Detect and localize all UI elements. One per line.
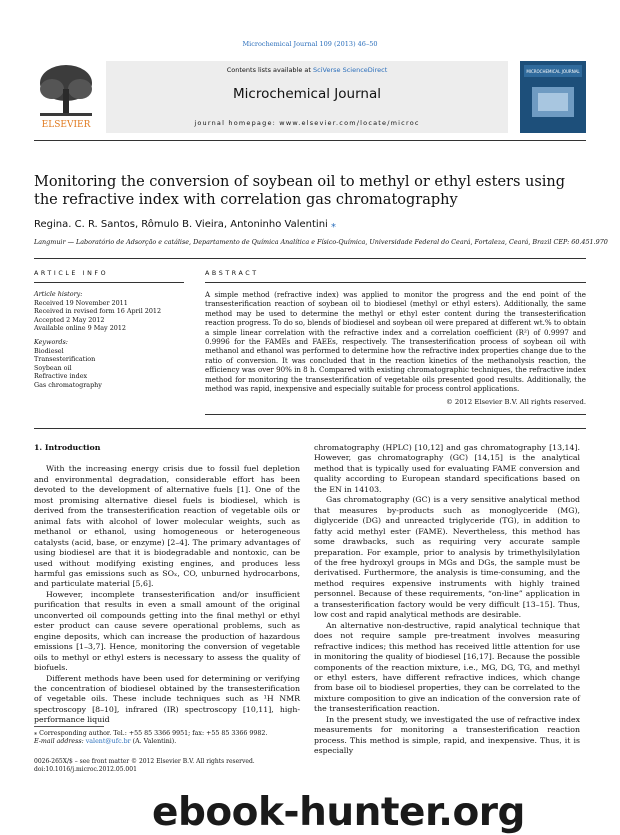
copyright-line: © 2012 Elsevier B.V. All rights reserved. xyxy=(445,398,586,406)
header-rule xyxy=(34,140,586,141)
history-item: Available online 9 May 2012 xyxy=(34,324,126,333)
corresponding-author-mark[interactable]: ⁎ xyxy=(331,219,336,230)
author-names: Regina. C. R. Santos, Rômulo B. Vieira, Antoninho Valentini xyxy=(34,219,328,230)
journal-homepage[interactable]: journal homepage: www.elsevier.com/locate/microc xyxy=(194,119,420,127)
body-paragraph: Gas chromatography (GC) is a very sensitive analytical method that measures by-products such as monoglyceride (MG), diglyceride (DG) and unreacted triglyceride (TG), in addition to fatty acid methyl ester (FAME). Nevertheless, this method has some drawbacks, such as requiring very accurate sample preparation. For example, prior to analysis by trimethylsilylation of the free hydroxyl groups in MGs and DGs, the sample must be derivatised. Furthermore, the analysis is time-consuming, and the method requires expensive instruments with highly trained personnel. Because of these requirements, “on-line” application in a transesterification factory would be very difficult [13–15]. Thus, low cost and rapid analytical methods are desirable. xyxy=(314,495,580,620)
journal-title: Microchemical Journal xyxy=(233,86,381,102)
contents-prefix: Contents lists available at xyxy=(226,66,314,74)
footnote-contact: ⁎ Corresponding author. Tel.: +55 85 3366 9951; fax: +55 85 3366 9982. xyxy=(34,730,268,737)
elsevier-tree-icon xyxy=(34,61,98,133)
email-label: E-mail address: xyxy=(34,738,84,745)
body-paragraph: With the increasing energy crisis due to fossil fuel depletion and environmental degradation, considerable effort has been devoted to the development of alternative fuels [1]. One of the most promising alternative diesel fuels is biodiesel, which is derived from the transesterification reaction of vegetable oils or animal fats with alcohol of lower molecular weights, such as methanol or ethanol, using homogeneous or heterogeneous catalysts (acid, base, or enzyme) [2–4]. The primary advantages of using biodiesel are that it is biodegradable and nontoxic, can be used without modifying existing engines, and produces less harmful gas emissions such as SOₓ, CO, unburned hydrocarbons, and particulate material [5,6]. xyxy=(34,464,300,589)
left-column xyxy=(34,443,300,726)
abstract-end-rule xyxy=(205,414,586,415)
article-info xyxy=(34,290,184,390)
watermark: ebook-hunter.org xyxy=(152,790,525,835)
keyword-item: Gas chromatography xyxy=(34,380,102,389)
abstract-rule xyxy=(205,282,586,283)
footnote xyxy=(34,730,300,746)
footnote-rule xyxy=(34,726,104,727)
footnote-email xyxy=(34,738,300,746)
body-rule xyxy=(34,428,586,429)
keyword-item: Soybean oil xyxy=(34,363,72,372)
body-paragraph: In the present study, we investigated the use of refractive index measurements for monitoring a transesterification reaction process. This method is simple, rapid, and inexpensive. Thus, it is especially xyxy=(314,714,580,756)
front-matter xyxy=(34,758,255,774)
journal-cover-icon xyxy=(520,61,586,133)
abstract-heading: ABSTRACT xyxy=(205,270,259,277)
affiliation-rule xyxy=(34,258,586,259)
keyword-item: Biodiesel xyxy=(34,346,64,355)
journal-reference[interactable]: Microchemical Journal 109 (2013) 46–50 xyxy=(242,40,378,48)
issn-line: 0026-265X/$ – see front matter © 2012 Elsevier B.V. All rights reserved. xyxy=(34,758,255,765)
article-info-heading: ARTICLE INFO xyxy=(34,270,109,277)
body-paragraph: An alternative non-destructive, rapid analytical technique that does not require sample pre-treatment involves measuring refractive indices; this method has received little attention for use in monitoring the quality of biodiesel [16,17]. Because the possible components of the reaction mixture, i.e., MG, DG, TG, and methyl or ethyl esters, have different refractive indices, which change from base oil to biodiesel properties, they can be correlated to the mixture composition to give an indication of the conversion rate of the transesterification reaction. xyxy=(314,620,580,714)
affiliation: Langmuir — Laboratório de Adsorção e catálise, Departamento de Química Analítica e Físico-Química, Universidade Federal do Ceará, Fortaleza, Ceará, Brazil CEP: 60.451.970 xyxy=(34,238,608,246)
journal-header xyxy=(34,61,586,133)
history-item: Received in revised form 16 April 2012 xyxy=(34,307,162,316)
section-heading-introduction: 1. Introduction xyxy=(34,443,101,452)
svg-text:MICROCHEMICAL JOURNAL: MICROCHEMICAL JOURNAL xyxy=(526,69,580,74)
history-item: Received 19 November 2011 xyxy=(34,298,128,307)
doi-line[interactable]: doi:10.1016/j.microc.2012.05.001 xyxy=(34,766,137,773)
email-suffix: (A. Valentini). xyxy=(132,738,177,745)
keywords-label: Keywords: xyxy=(34,337,68,346)
article-authors xyxy=(34,219,336,230)
journal-banner xyxy=(106,61,508,133)
contents-line xyxy=(106,66,508,74)
elsevier-logo xyxy=(34,61,98,133)
body-paragraph: chromatography (HPLC) [10,12] and gas chromatography [13,14]. However, gas chromatography (GC) [14,15] is the analytical method that is typically used for evaluating FAME conversion and quality according to European standard specifications based on the EN in 14103. xyxy=(314,443,580,494)
abstract-text: A simple method (refractive index) was applied to monitor the progress and the end point of the transesterification reaction of soybean oil to biodiesel (methyl or ethyl esters). Additionally, the same method may be used to determine the methyl or ethyl ester content during the transesterification reaction progress. To do so, blends of biodiesel and soybean oil were prepared at different wt.% to obtain a simple linear correlation with the refractive index and a correlation coefficient (R²) of 0.9997 and 0.9996 for the FAMEs and FAEEs, respectively. The transesterification process of soybean oil with methanol and ethanol was performed to determine how the refractive index properties change due to the ratio of conversion. It was concluded that in the reaction kinetics of the methanolysis reaction, the efficiency was over 90% in 8 h. Compared with existing chromatographic techniques, the refractive index method for monitoring the transesterification of vegetable oils presented good results. Additionally, the method was rapid, inexpensive and especially suitable for process control applications. xyxy=(205,290,586,394)
email-link[interactable]: valent@ufc.br xyxy=(85,738,131,745)
body-paragraph: However, incomplete transesterification and/or insufficient purification that results in even a small amount of the original unconverted oil compounds getting into the final methyl or ethyl ester product can cause severe operational problems, such as engine deposits, which can increase the production of hazardous emissions [1–3,7]. Hence, monitoring the conversion of vegetable oils to methyl or ethyl esters is necessary to assess the quality of biofuels. xyxy=(34,589,300,673)
keyword-item: Refractive index xyxy=(34,372,88,381)
article-title: Monitoring the conversion of soybean oil to methyl or ethyl esters using the refractive index with correlation gas chromatography xyxy=(34,174,566,208)
sciencedirect-link[interactable]: SciVerse ScienceDirect xyxy=(313,66,388,74)
right-column xyxy=(314,443,580,757)
svg-text:ELSEVIER: ELSEVIER xyxy=(41,120,91,130)
body-paragraph: Different methods have been used for determining or verifying the concentration of biodiesel obtained by the transesterification of vegetable oils. These include techniques such as ¹H NMR spectroscopy [8–10], infrared (IR) spectroscopy [10,11], high-performance liquid xyxy=(34,673,300,725)
history-label: Article history: xyxy=(34,290,83,298)
journal-cover-image xyxy=(520,61,586,133)
history-item: Accepted 2 May 2012 xyxy=(34,315,105,324)
info-rule xyxy=(34,282,184,283)
keyword-item: Transesterification xyxy=(34,355,96,364)
